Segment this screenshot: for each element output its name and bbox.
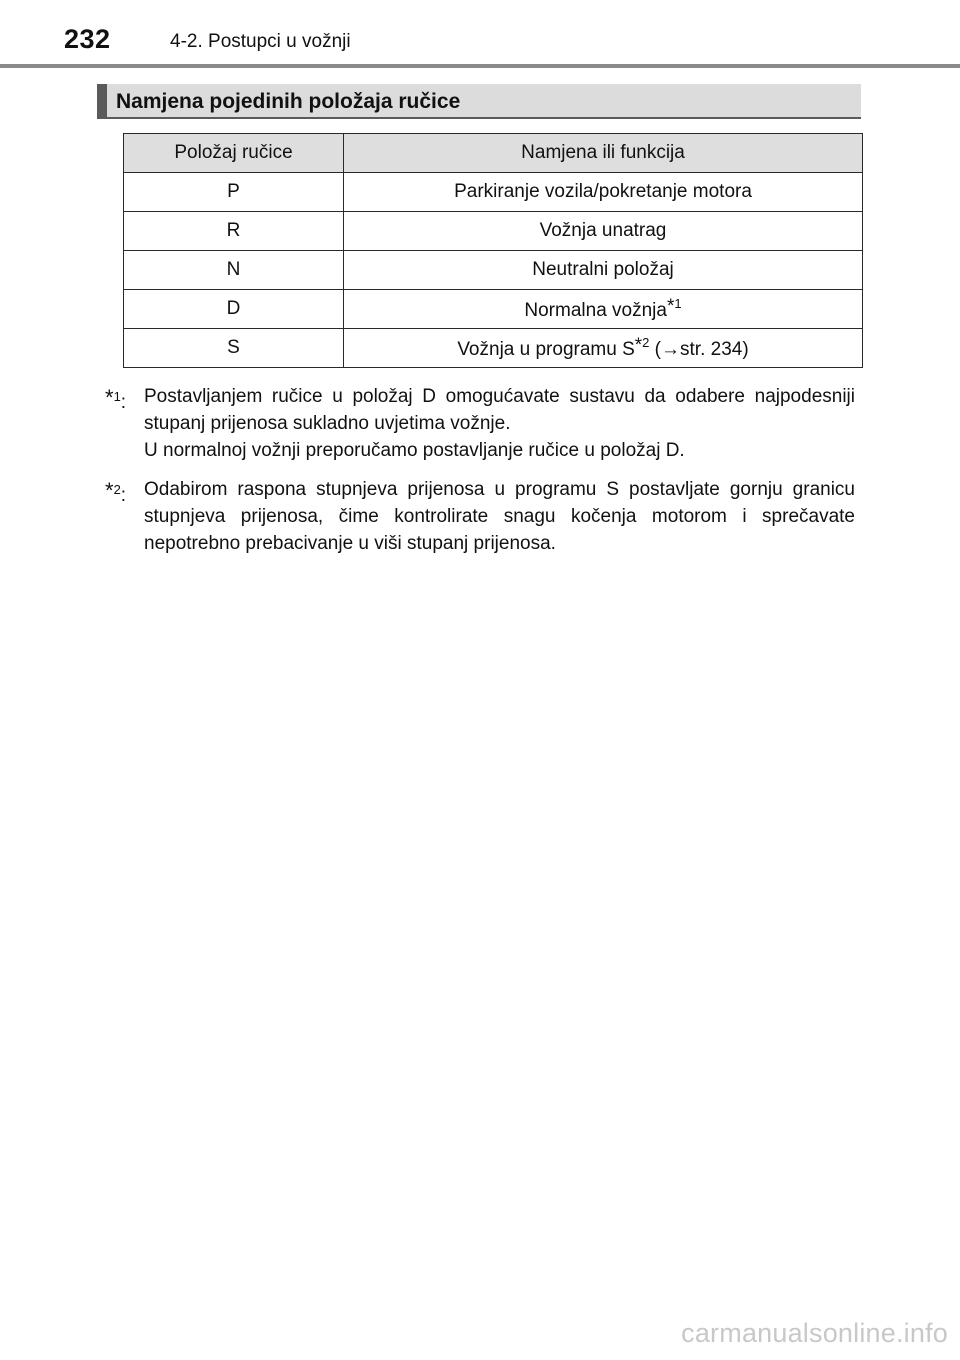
table-header-row	[124, 134, 863, 173]
footnote-number: 2	[113, 482, 121, 497]
table-row	[124, 251, 863, 290]
cell-position: R	[124, 212, 344, 251]
page-number: 232	[64, 24, 111, 54]
page-ref: str. 234)	[680, 339, 749, 360]
table-row	[124, 290, 863, 329]
footnote-paragraph: Odabirom raspona stupnjeva prijenosa u programu S postavljate gornju granicu stupnjeva prijenosa, čime kontrolirate snagu kočenja motorom i sprečavate nepotrebno prebacivanje u viši stupanj prijenosa.	[144, 479, 855, 554]
cell-position: D	[124, 290, 344, 329]
footnote-marker	[105, 476, 145, 509]
watermark: carmanualsonline.info	[681, 1318, 948, 1348]
lever-position-table	[123, 133, 863, 368]
footnote-colon: :	[120, 485, 127, 506]
function-text: Vožnja u programu S	[457, 339, 635, 360]
footnote-star: *	[105, 478, 114, 503]
cell-function	[344, 329, 863, 368]
section-title-accent	[97, 84, 107, 117]
footnote-paragraph: U normalnoj vožnji preporučamo postavljanje ručice u položaj D.	[144, 440, 685, 461]
cell-position: P	[124, 173, 344, 212]
cell-position: N	[124, 251, 344, 290]
arrow-icon: →	[661, 339, 681, 360]
section-title: Namjena pojedinih položaja ručice	[116, 90, 461, 113]
table-row	[124, 173, 863, 212]
table-row	[124, 329, 863, 368]
cell-function: Neutralni položaj	[344, 251, 863, 290]
footnote-paragraph: Postavljanjem ručice u položaj D omogućavate sustavu da odabere najpodesniji stupanj prijenosa sukladno uvjetima vožnje.	[144, 386, 855, 434]
footnote-star: *	[666, 296, 675, 317]
cell-function: Vožnja unatrag	[344, 212, 863, 251]
footnote-star: *	[105, 385, 114, 410]
cell-function: Parkiranje vozila/pokretanje motora	[344, 173, 863, 212]
footnote-marker	[105, 383, 145, 416]
cell-function	[344, 290, 863, 329]
column-header-function: Namjena ili funkcija	[344, 134, 863, 173]
function-text: Normalna vožnja	[524, 300, 667, 321]
header-rule	[0, 64, 960, 68]
column-header-position: Položaj ručice	[124, 134, 344, 173]
cell-position: S	[124, 329, 344, 368]
table-row	[124, 212, 863, 251]
section-path: 4-2. Postupci u vožnji	[170, 31, 351, 52]
page-header	[0, 0, 960, 70]
page-ref-open: (	[649, 339, 662, 360]
footnote-ref: 1	[674, 296, 682, 311]
footnote-text	[144, 383, 855, 464]
footnote-text	[144, 476, 855, 557]
footnote-star: *	[634, 335, 643, 356]
section-title-bar	[97, 84, 861, 119]
footnote-colon: :	[120, 392, 127, 413]
footnote-number: 1	[113, 389, 121, 404]
footnote-ref: 2	[642, 335, 650, 350]
